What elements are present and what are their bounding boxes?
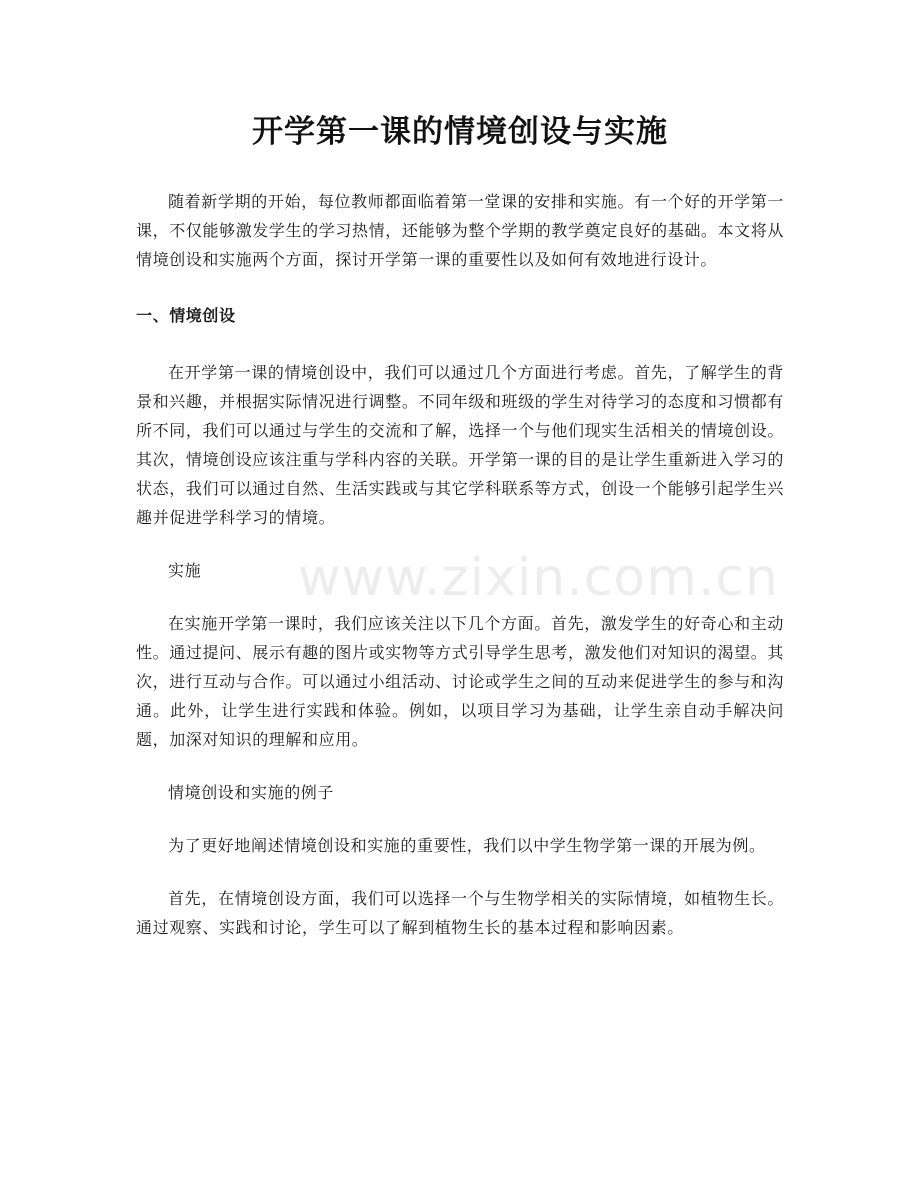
watermark: www.zixin.com.cn — [298, 548, 779, 608]
section-heading-example: 情境创设和实施的例子 — [168, 783, 335, 802]
section-heading-scenario: 一、情境创设 — [136, 306, 236, 325]
example-paragraph-1: 为了更好地阐述情境创设和实施的重要性，我们以中学生物学第一课的开展为例。 — [168, 836, 766, 855]
document-title: 开学第一课的情境创设与实施 — [252, 114, 668, 150]
example-paragraph-2: 首先，在情境创设方面，我们可以选择一个与生物学相关的实际情境，如植物生长。通过观察、实践和讨论，学生可以了解到植物生长的基本过程和影响因素。 — [136, 889, 784, 937]
section-heading-implementation: 实施 — [168, 561, 202, 580]
implementation-paragraph: 在实施开学第一课时，我们应该关注以下几个方面。首先，激发学生的好奇心和主动性。通过提问、展示有趣的图片或实物等方式引导学生思考，激发他们对知识的渴望。其次，进行互动与合作。可以通过小组活动、讨论或学生之间的互动来促进学生的参与和沟通。此外，让学生进行实践和体验。例如，以项目学习为基础，让学生亲自动手解决问题，加深对知识的理解和应用。 — [136, 614, 784, 749]
intro-paragraph: 随着新学期的开始，每位教师都面临着第一堂课的安排和实施。有一个好的开学第一课，不仅能够激发学生的学习热情，还能够为整个学期的教学奠定良好的基础。本文将从情境创设和实施两个方面，探讨开学第一课的重要性以及如何有效地进行设计。 — [136, 192, 784, 269]
scenario-paragraph: 在开学第一课的情境创设中，我们可以通过几个方面进行考虑。首先，了解学生的背景和兴趣，并根据实际情况进行调整。不同年级和班级的学生对待学习的态度和习惯都有所不同，我们可以通过与学生的交流和了解，选择一个与他们现实生活相关的情境创设。其次，情境创设应该注重与学科内容的关联。开学第一课的目的是让学生重新进入学习的状态，我们可以通过自然、生活实践或与其它学科联系等方式，创设一个能够引起学生兴趣并促进学科学习的情境。 — [136, 363, 784, 527]
